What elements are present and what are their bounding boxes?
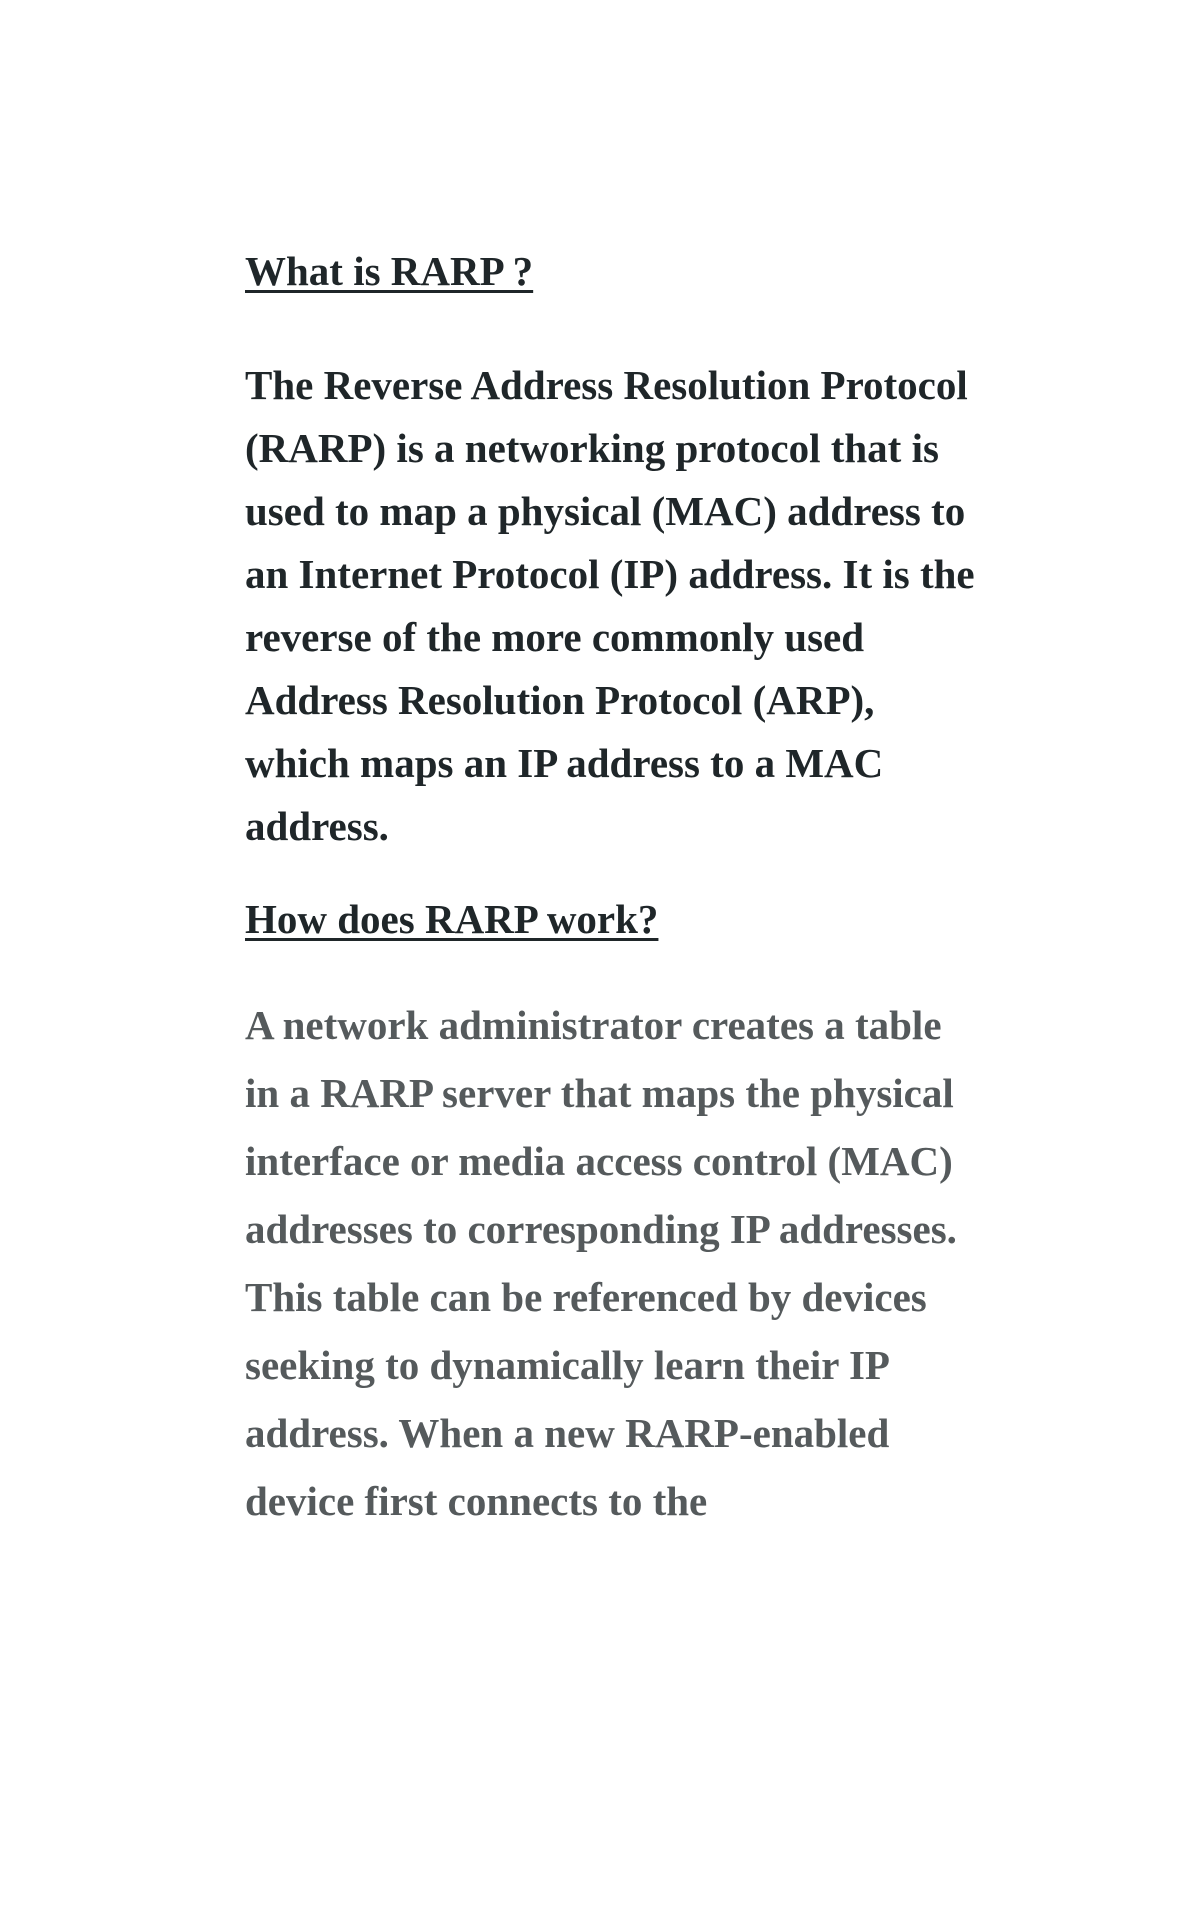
heading-what-is-rarp: What is RARP ? bbox=[245, 248, 534, 294]
document-content bbox=[245, 246, 1005, 1535]
paragraph-rarp-operation: A network administrator creates a table in a RARP server that maps the physical interface or media access control (MAC) addresses to corresponding IP addresses. This table can be referenced by devices seeking to dynamically learn their IP address. When a new RARP-enabled device first connects to the bbox=[245, 1002, 957, 1524]
paragraph-rarp-definition: The Reverse Address Resolution Protocol (RARP) is a networking protocol that is used to map a physical (MAC) address to an Internet Protocol (IP) address. It is the reverse of the more commonly used Address Resolution Protocol (ARP), which maps an IP address to a MAC address. bbox=[245, 362, 975, 849]
heading-how-rarp-works: How does RARP work? bbox=[245, 896, 659, 942]
